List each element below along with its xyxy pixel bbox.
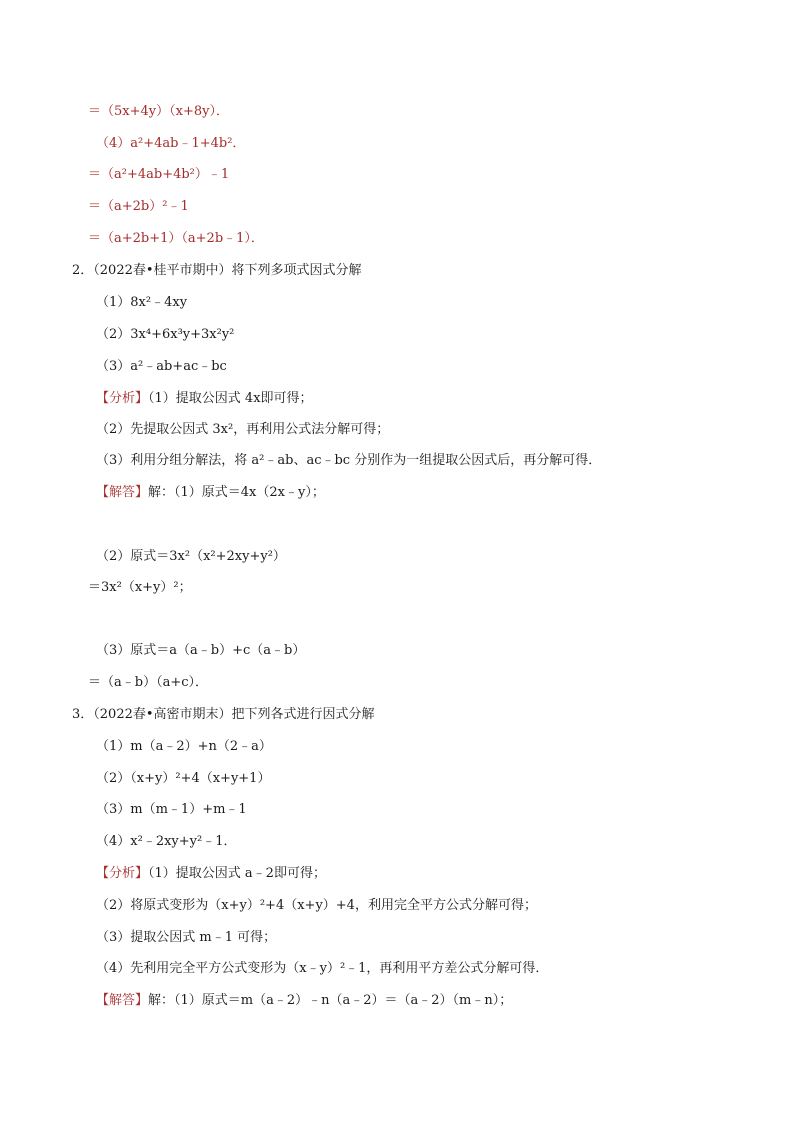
- question-heading: 2．（2022春•桂平市期中）将下列多项式因式分解: [72, 263, 362, 278]
- solution-line: ＝（a+2b）²﹣1: [88, 199, 189, 214]
- problem-item: （4）x²﹣2xy+y²﹣1．: [96, 834, 237, 849]
- problem-item: （2）（x+y）²+4（x+y+1）: [96, 771, 271, 786]
- problem-item: （1）m（a﹣2）+n（2﹣a）: [96, 739, 272, 754]
- analysis-line: [96, 390, 313, 408]
- problem-item: （3）m（m﹣1）+m﹣1: [96, 802, 247, 817]
- analysis-line: （3）提取公因式 m﹣1 可得；: [96, 930, 277, 945]
- answer-text: 解：（1）原式＝4x（2x﹣y）；: [148, 485, 325, 500]
- solution-line: ＝3x²（x+y）²；: [88, 580, 192, 595]
- question-heading: 3．（2022春•高密市期末）把下列各式进行因式分解: [72, 707, 375, 722]
- solution-line: ＝（a﹣b）（a+c）．: [88, 675, 208, 690]
- analysis-line: （3）利用分组分解法，将 a²﹣ab、ac﹣bc 分别作为一组提取公因式后，再分解可得．: [96, 453, 602, 468]
- answer-tag: 【解答】: [96, 485, 149, 500]
- answer-text: 解：（1）原式＝m（a﹣2）﹣n（a﹣2）＝（a﹣2）（m﹣n）；: [148, 993, 513, 1008]
- answer-tag: 【解答】: [96, 993, 149, 1008]
- solution-line: ＝（a²+4ab+4b²）﹣1: [88, 167, 230, 182]
- analysis-tag: 【分析】: [96, 391, 149, 406]
- analysis-line: （2）先提取公因式 3x²，再利用公式法分解可得；: [96, 422, 390, 437]
- problem-item: （3）a²﹣ab+ac﹣bc: [96, 359, 227, 374]
- solution-line: （3）原式＝a（a﹣b）+c（a﹣b）: [96, 643, 306, 658]
- solution-line: ＝（5x+4y）（x+8y）．: [88, 104, 229, 119]
- analysis-text: （1）提取公因式 4x即可得；: [148, 391, 313, 406]
- problem-item: （4）a²+4ab﹣1+4b²．: [96, 136, 246, 151]
- problem-item: （1）8x²﹣4xy: [96, 295, 188, 310]
- analysis-text: （1）提取公因式 a﹣2即可得；: [148, 866, 326, 881]
- analysis-tag: 【分析】: [96, 866, 149, 881]
- analysis-line: [96, 865, 326, 883]
- solution-line: （2）原式＝3x²（x²+2xy+y²）: [96, 549, 286, 564]
- solution-line: ＝（a+2b+1）（a+2b﹣1）．: [88, 231, 264, 246]
- analysis-line: （2）将原式变形为（x+y）²+4（x+y）+4，利用完全平方公式分解可得；: [96, 898, 537, 913]
- answer-line: [96, 992, 512, 1010]
- analysis-line: （4）先利用完全平方公式变形为（x﹣y）²﹣1，再利用平方差公式分解可得．: [96, 961, 549, 976]
- answer-line: [96, 484, 325, 502]
- problem-item: （2）3x⁴+6x³y+3x²y²: [96, 327, 235, 342]
